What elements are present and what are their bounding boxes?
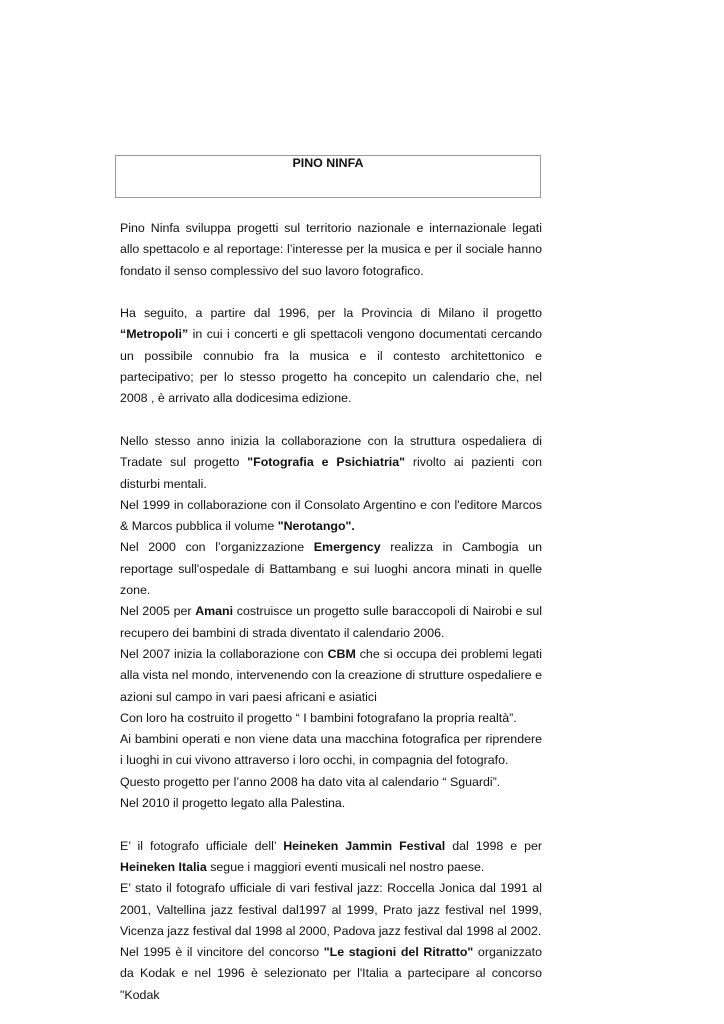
- paragraph-metropoli: Ha seguito, a partire dal 1996, per la Provincia di Milano il progetto “Metropoli” in cui i concerti e gli spettacoli vengono documentati cercando un possibile connubio fra la musica e il contesto architettonico e partecipativo; per lo stesso progetto ha concepito un calendario che, nel 2008 , è arrivato alla dodicesima edizione.: [120, 306, 542, 406]
- paragraph-kodak: Nel 1995 è il vincitore del concorso "Le stagioni del Ritratto" organizzato da Kodak e nel 1996 è selezionato per l'Italia a partecipare al concorso "Kodak: [120, 945, 542, 1002]
- paragraph-emergency: Nel 2000 con l’organizzazione Emergency realizza in Cambogia un reportage sull'ospedale di Battambang e sui luoghi ancora minati in quelle zone.: [120, 540, 542, 598]
- paragraph-intro: Pino Ninfa sviluppa progetti sul territorio nazionale e internazionale legati allo spettacolo e al reportage: l’interesse per la musica e per il sociale hanno fondato il senso complessivo del suo lavoro fotografico.: [120, 221, 542, 278]
- paragraph-bambini-progetto: Con loro ha costruito il progetto “ I bambini fotografano la propria realtà”.: [120, 710, 517, 725]
- bold-fotografia-psichiatria: "Fotografia e Psichiatria": [247, 455, 405, 470]
- paragraph-sguardi: Questo progetto per l’anno 2008 ha dato vita al calendario “ Sguardi”.: [120, 774, 501, 789]
- document-body: [120, 218, 542, 1006]
- bold-metropoli: “Metropoli”: [120, 327, 189, 342]
- paragraph-tradate: Nello stesso anno inizia la collaborazione con la struttura ospedaliera di Tradate sul progetto "Fotografia e Psichiatria" rivolto ai pazienti con disturbi mentali.: [120, 433, 542, 491]
- paragraph-cbm: Nel 2007 inizia la collaborazione con CBM che si occupa dei problemi legati alla vista nel mondo, intervenendo con la creazione di strutture ospedaliere e azioni sul campo in vari paesi africani e asiatici: [120, 646, 542, 704]
- bold-amani: Amani: [195, 604, 234, 619]
- bold-emergency: Emergency: [313, 540, 381, 555]
- bold-nerotango: "Nerotango".: [277, 519, 355, 534]
- paragraph-jazz-festivals: E’ stato il fotografo ufficiale di vari festival jazz: Roccella Jonica dal 1991 al 2001, Valtellina jazz festival dal1997 al 1999, Prato jazz festival nel 1999, Vicenza jazz festival dal 1998 al 2000, Padova jazz festival dal 1998 al 2002.: [120, 881, 542, 938]
- title-box: [115, 155, 541, 198]
- paragraph-bambini-macchina: Ai bambini operati e non viene data una macchina fotografica per riprendere i luoghi in cui vivono attraverso i loro occhi, in compagnia del fotografo.: [120, 732, 542, 768]
- bold-cbm: CBM: [327, 646, 356, 661]
- paragraph-palestina: Nel 2010 il progetto legato alla Palestina.: [120, 796, 346, 811]
- bold-heineken-festival: Heineken Jammin Festival: [283, 838, 446, 853]
- bold-heineken-italia: Heineken Italia: [120, 859, 207, 874]
- paragraph-heineken: E’ il fotografo ufficiale dell’ Heineken Jammin Festival dal 1998 e per Heineken Italia segue i maggiori eventi musicali nel nostro paese.: [120, 838, 543, 874]
- bold-stagioni-ritratto: "Le stagioni del Ritratto": [323, 945, 474, 960]
- paragraph-amani: Nel 2005 per Amani costruisce un progetto sulle baraccopoli di Nairobi e sul recupero dei bambini di strada diventato il calendario 2006.: [120, 604, 542, 640]
- paragraph-nerotango: Nel 1999 in collaborazione con il Consolato Argentino e con l'editore Marcos & Marcos pubblica il volume "Nerotango".: [120, 497, 542, 534]
- document-title: PINO NINFA: [292, 156, 364, 170]
